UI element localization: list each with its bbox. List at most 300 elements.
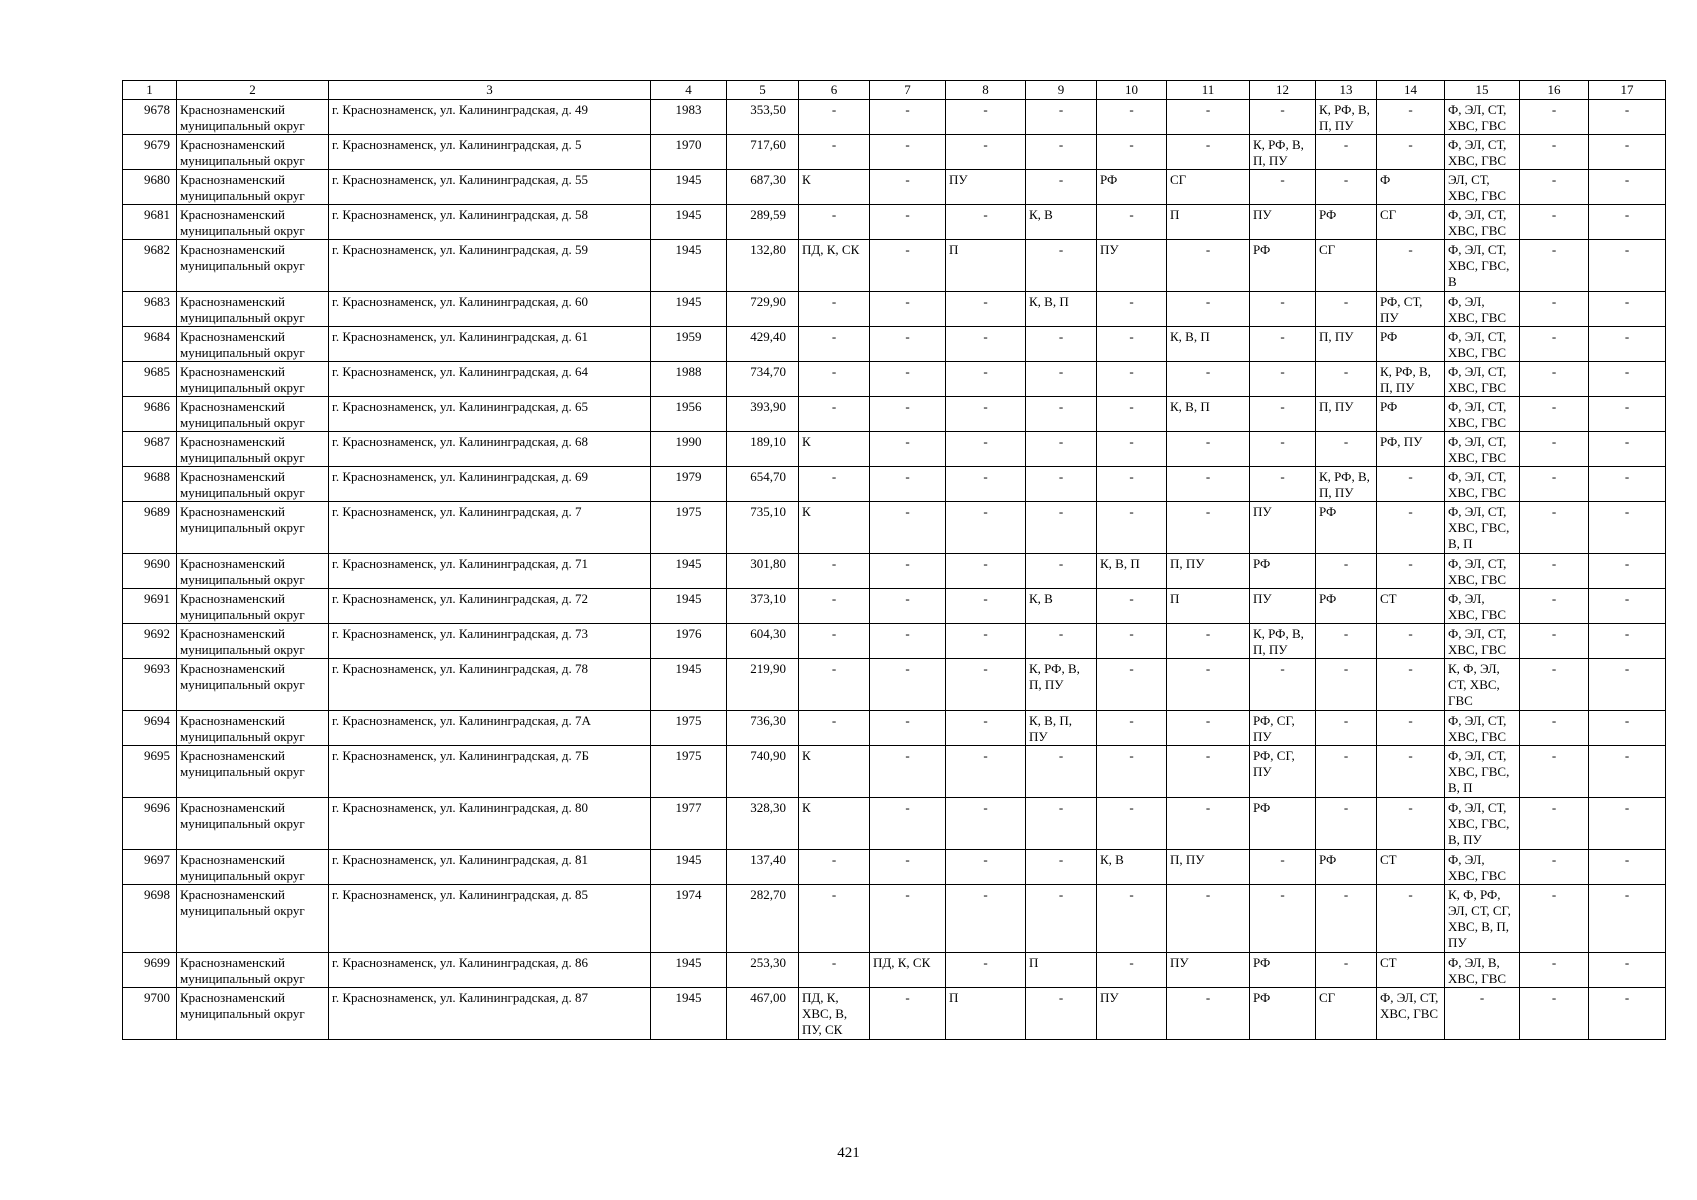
table-cell: К, В, П <box>1167 397 1250 432</box>
table-cell: 9682 <box>123 240 177 292</box>
table-cell: Краснознаменский муниципальный округ <box>177 170 329 205</box>
table-cell: - <box>799 135 870 170</box>
table-cell: - <box>870 589 946 624</box>
table-cell: Ф, ЭЛ, СТ, ХВС, ГВС <box>1377 988 1445 1040</box>
table-cell: Краснознаменский муниципальный округ <box>177 711 329 746</box>
table-cell: - <box>870 362 946 397</box>
table-cell: ПД, К, СК <box>870 953 946 988</box>
table-cell: - <box>1026 502 1097 554</box>
table-cell: г. Краснознаменск, ул. Калининградская, д. 81 <box>329 850 651 885</box>
table-cell: - <box>1589 432 1666 467</box>
table-cell: - <box>1026 100 1097 135</box>
table-cell: 735,10 <box>727 502 799 554</box>
table-cell: Краснознаменский муниципальный округ <box>177 746 329 798</box>
table-cell: К, В <box>1097 850 1167 885</box>
table-cell: - <box>1520 988 1589 1040</box>
table-cell: - <box>1167 711 1250 746</box>
table-cell: - <box>1250 659 1316 711</box>
table-cell: РФ <box>1316 205 1377 240</box>
table-cell: г. Краснознаменск, ул. Калининградская, д. 61 <box>329 327 651 362</box>
table-cell: 189,10 <box>727 432 799 467</box>
table-cell: - <box>946 798 1026 850</box>
table-cell: - <box>1026 467 1097 502</box>
table-row <box>123 467 1666 502</box>
table-cell: 467,00 <box>727 988 799 1040</box>
table-cell: - <box>1316 746 1377 798</box>
table-cell: 654,70 <box>727 467 799 502</box>
table-cell: - <box>1520 135 1589 170</box>
table-cell: 9691 <box>123 589 177 624</box>
table-cell: - <box>1167 362 1250 397</box>
table-cell: 9697 <box>123 850 177 885</box>
table-cell: - <box>1097 432 1167 467</box>
table-cell: СГ <box>1167 170 1250 205</box>
table-cell: г. Краснознаменск, ул. Калининградская, д. 60 <box>329 292 651 327</box>
table-cell: 1976 <box>651 624 727 659</box>
table-cell: - <box>1520 100 1589 135</box>
table-cell: - <box>1589 327 1666 362</box>
table-cell: - <box>1520 170 1589 205</box>
table-cell: - <box>1026 554 1097 589</box>
table-cell: - <box>799 624 870 659</box>
table-cell: 9690 <box>123 554 177 589</box>
table-cell: - <box>1316 953 1377 988</box>
table-cell: - <box>1377 554 1445 589</box>
table-cell: - <box>1026 988 1097 1040</box>
table-cell: - <box>1589 135 1666 170</box>
table-cell: - <box>946 467 1026 502</box>
table-cell: - <box>1520 624 1589 659</box>
table-cell: Ф, ЭЛ, СТ, ХВС, ГВС, В, П <box>1445 746 1520 798</box>
table-cell: 9694 <box>123 711 177 746</box>
table-cell: 1988 <box>651 362 727 397</box>
column-number-cell: 16 <box>1520 81 1589 100</box>
table-cell: - <box>1026 885 1097 953</box>
table-cell: - <box>1026 432 1097 467</box>
table-cell: К, РФ, В, П, ПУ <box>1316 100 1377 135</box>
table-cell: 9678 <box>123 100 177 135</box>
table-cell: ПУ <box>1097 240 1167 292</box>
table-cell: - <box>1520 885 1589 953</box>
table-cell: - <box>870 100 946 135</box>
table-cell: г. Краснознаменск, ул. Калининградская, д. 65 <box>329 397 651 432</box>
column-number-cell: 17 <box>1589 81 1666 100</box>
table-cell: - <box>1589 988 1666 1040</box>
table-cell: - <box>870 135 946 170</box>
table-cell: - <box>799 467 870 502</box>
table-cell: - <box>1250 100 1316 135</box>
table-cell: 9687 <box>123 432 177 467</box>
table-cell: - <box>870 502 946 554</box>
table-cell: ПУ <box>1250 589 1316 624</box>
table-row <box>123 711 1666 746</box>
table-cell: - <box>1167 502 1250 554</box>
table-row <box>123 170 1666 205</box>
table-cell: - <box>1026 397 1097 432</box>
table-cell: - <box>1520 850 1589 885</box>
table-cell: 373,10 <box>727 589 799 624</box>
table-cell: К <box>799 502 870 554</box>
table-cell: - <box>1589 711 1666 746</box>
table-cell: - <box>946 432 1026 467</box>
table-cell: 301,80 <box>727 554 799 589</box>
table-cell: 1956 <box>651 397 727 432</box>
table-cell: 1945 <box>651 953 727 988</box>
table-cell: - <box>799 711 870 746</box>
table-cell: СГ <box>1316 988 1377 1040</box>
table-cell: 137,40 <box>727 850 799 885</box>
table-cell: Краснознаменский муниципальный округ <box>177 362 329 397</box>
table-cell: - <box>1589 362 1666 397</box>
table-cell: - <box>1097 467 1167 502</box>
table-cell: - <box>1026 798 1097 850</box>
table-cell: г. Краснознаменск, ул. Калининградская, д. 85 <box>329 885 651 953</box>
table-cell: - <box>870 240 946 292</box>
column-number-cell: 7 <box>870 81 946 100</box>
table-cell: К, В, П, ПУ <box>1026 711 1097 746</box>
table-cell: - <box>1026 850 1097 885</box>
table-cell: - <box>946 885 1026 953</box>
table-cell: К, РФ, В, П, ПУ <box>1316 467 1377 502</box>
table-cell: - <box>1520 397 1589 432</box>
table-cell: - <box>946 711 1026 746</box>
table-cell: К, РФ, В, П, ПУ <box>1250 624 1316 659</box>
table-cell: - <box>1520 746 1589 798</box>
table-cell: - <box>1589 205 1666 240</box>
table-cell: - <box>1589 953 1666 988</box>
table-cell: - <box>1520 327 1589 362</box>
table-cell: - <box>1377 746 1445 798</box>
table-cell: Ф, ЭЛ, СТ, ХВС, ГВС, В, ПУ <box>1445 798 1520 850</box>
table-cell: К, В <box>1026 589 1097 624</box>
table-cell: - <box>870 850 946 885</box>
column-number-cell: 14 <box>1377 81 1445 100</box>
table-cell: 1945 <box>651 240 727 292</box>
table-cell: - <box>799 292 870 327</box>
table-cell: г. Краснознаменск, ул. Калининградская, д. 7 <box>329 502 651 554</box>
table-cell: - <box>1026 135 1097 170</box>
table-cell: 9683 <box>123 292 177 327</box>
table-cell: ПУ <box>1097 988 1167 1040</box>
table-cell: 9699 <box>123 953 177 988</box>
table-cell: 9695 <box>123 746 177 798</box>
table-cell: - <box>1589 292 1666 327</box>
table-cell: 9684 <box>123 327 177 362</box>
column-number-cell: 12 <box>1250 81 1316 100</box>
table-cell: 9688 <box>123 467 177 502</box>
table-cell: 1945 <box>651 554 727 589</box>
table-cell: РФ, СТ, ПУ <box>1377 292 1445 327</box>
table-cell: - <box>1167 624 1250 659</box>
table-cell: Краснознаменский муниципальный округ <box>177 798 329 850</box>
table-cell: - <box>1377 798 1445 850</box>
table-cell: 1945 <box>651 988 727 1040</box>
table-cell: - <box>946 554 1026 589</box>
table-cell: - <box>1097 327 1167 362</box>
table-cell: г. Краснознаменск, ул. Калининградская, д. 55 <box>329 170 651 205</box>
table-cell: 9700 <box>123 988 177 1040</box>
table-cell: - <box>1520 589 1589 624</box>
table-cell: - <box>1377 885 1445 953</box>
table-cell: - <box>1589 100 1666 135</box>
table-cell: Ф, ЭЛ, СТ, ХВС, ГВС <box>1445 432 1520 467</box>
table-cell: - <box>1250 432 1316 467</box>
table-cell: - <box>1316 624 1377 659</box>
table-cell: - <box>1520 240 1589 292</box>
table-cell: - <box>1520 659 1589 711</box>
table-row <box>123 988 1666 1040</box>
table-cell: г. Краснознаменск, ул. Калининградская, д. 64 <box>329 362 651 397</box>
column-number-cell: 4 <box>651 81 727 100</box>
table-cell: - <box>1316 292 1377 327</box>
table-cell: - <box>1097 953 1167 988</box>
table-cell: - <box>1377 100 1445 135</box>
table-cell: 1975 <box>651 502 727 554</box>
table-cell: - <box>799 554 870 589</box>
table-cell: - <box>799 850 870 885</box>
table-cell: 9692 <box>123 624 177 659</box>
table-cell: - <box>946 362 1026 397</box>
table-cell: - <box>946 746 1026 798</box>
table-cell: - <box>870 624 946 659</box>
table-cell: - <box>946 953 1026 988</box>
table-cell: РФ <box>1316 850 1377 885</box>
table-cell: - <box>870 554 946 589</box>
table-cell: г. Краснознаменск, ул. Калининградская, д. 49 <box>329 100 651 135</box>
table-cell: - <box>1316 659 1377 711</box>
table-cell: ПУ <box>1250 205 1316 240</box>
table-cell: 1945 <box>651 589 727 624</box>
table-cell: 1945 <box>651 659 727 711</box>
table-cell: - <box>1377 502 1445 554</box>
column-number-cell: 1 <box>123 81 177 100</box>
table-cell: - <box>1167 100 1250 135</box>
table-cell: 9680 <box>123 170 177 205</box>
table-cell: 9698 <box>123 885 177 953</box>
table-cell: РФ <box>1250 798 1316 850</box>
table-cell: - <box>870 467 946 502</box>
table-cell: - <box>1520 467 1589 502</box>
table-cell: РФ <box>1097 170 1167 205</box>
table-cell: - <box>1589 467 1666 502</box>
table-row <box>123 292 1666 327</box>
table-cell: Ф, ЭЛ, СТ, ХВС, ГВС <box>1445 711 1520 746</box>
table-cell: - <box>1589 850 1666 885</box>
table-cell: К, Ф, ЭЛ, СТ, ХВС, ГВС <box>1445 659 1520 711</box>
table-cell: - <box>1026 327 1097 362</box>
table-cell: Краснознаменский муниципальный округ <box>177 554 329 589</box>
table-cell: - <box>1316 711 1377 746</box>
table-cell: К, В, П <box>1097 554 1167 589</box>
table-cell: - <box>1250 292 1316 327</box>
table-cell: - <box>1589 240 1666 292</box>
table-cell: - <box>1520 205 1589 240</box>
table-row <box>123 659 1666 711</box>
table-cell: Краснознаменский муниципальный округ <box>177 397 329 432</box>
table-cell: 1975 <box>651 711 727 746</box>
table-cell: - <box>1377 135 1445 170</box>
table-cell: РФ <box>1377 397 1445 432</box>
table-cell: 687,30 <box>727 170 799 205</box>
column-number-row <box>123 81 1666 100</box>
table-cell: - <box>870 659 946 711</box>
table-cell: - <box>1316 135 1377 170</box>
table-row <box>123 554 1666 589</box>
table-cell: Ф, ЭЛ, СТ, ХВС, ГВС <box>1445 554 1520 589</box>
table-row <box>123 624 1666 659</box>
table-cell: г. Краснознаменск, ул. Калининградская, д. 69 <box>329 467 651 502</box>
table-cell: г. Краснознаменск, ул. Калининградская, д. 80 <box>329 798 651 850</box>
table-cell: К, В, П <box>1167 327 1250 362</box>
table-cell: - <box>1097 659 1167 711</box>
table-cell: - <box>1097 746 1167 798</box>
table-cell: - <box>1589 502 1666 554</box>
table-cell: - <box>946 624 1026 659</box>
table-cell: - <box>870 327 946 362</box>
table-cell: 604,30 <box>727 624 799 659</box>
housing-registry-table <box>122 80 1666 1040</box>
table-cell: - <box>1097 397 1167 432</box>
table-cell: - <box>1167 988 1250 1040</box>
table-cell: П <box>946 988 1026 1040</box>
table-cell: - <box>870 798 946 850</box>
table-cell: - <box>1589 554 1666 589</box>
table-cell: Краснознаменский муниципальный округ <box>177 327 329 362</box>
table-cell: Краснознаменский муниципальный округ <box>177 988 329 1040</box>
column-number-cell: 3 <box>329 81 651 100</box>
table-cell: - <box>1097 502 1167 554</box>
table-cell: 729,90 <box>727 292 799 327</box>
table-cell: ЭЛ, СТ, ХВС, ГВС <box>1445 170 1520 205</box>
table-cell: РФ <box>1250 953 1316 988</box>
table-row <box>123 205 1666 240</box>
table-cell: Краснознаменский муниципальный округ <box>177 432 329 467</box>
table-cell: ПД, К, СК <box>799 240 870 292</box>
table-cell: Ф, ЭЛ, СТ, ХВС, ГВС <box>1445 397 1520 432</box>
table-cell: Ф <box>1377 170 1445 205</box>
table-cell: П, ПУ <box>1316 397 1377 432</box>
table-cell: - <box>1167 240 1250 292</box>
table-cell: - <box>870 397 946 432</box>
table-cell: ПУ <box>946 170 1026 205</box>
table-cell: - <box>1167 432 1250 467</box>
table-cell: - <box>1026 170 1097 205</box>
table-cell: ПУ <box>1167 953 1250 988</box>
table-cell: - <box>946 659 1026 711</box>
table-cell: 9696 <box>123 798 177 850</box>
table-cell: П, ПУ <box>1167 850 1250 885</box>
table-cell: 9689 <box>123 502 177 554</box>
column-number-cell: 6 <box>799 81 870 100</box>
table-row <box>123 240 1666 292</box>
table-cell: - <box>1097 100 1167 135</box>
table-cell: - <box>1520 554 1589 589</box>
table-cell: К, В <box>1026 205 1097 240</box>
table-cell: - <box>870 746 946 798</box>
table-cell: - <box>1520 502 1589 554</box>
table-cell: - <box>799 589 870 624</box>
table-row <box>123 135 1666 170</box>
table-cell: - <box>1589 589 1666 624</box>
table-cell: РФ, СГ, ПУ <box>1250 711 1316 746</box>
table-cell: - <box>799 327 870 362</box>
table-cell: г. Краснознаменск, ул. Калининградская, д. 86 <box>329 953 651 988</box>
table-cell: 1974 <box>651 885 727 953</box>
table-cell: Ф, ЭЛ, ХВС, ГВС <box>1445 850 1520 885</box>
table-cell: К <box>799 432 870 467</box>
table-cell: - <box>1097 362 1167 397</box>
table-cell: - <box>870 170 946 205</box>
table-row <box>123 746 1666 798</box>
table-cell: - <box>799 362 870 397</box>
table-cell: Краснознаменский муниципальный округ <box>177 240 329 292</box>
table-row <box>123 850 1666 885</box>
table-cell: - <box>1589 397 1666 432</box>
table-cell: г. Краснознаменск, ул. Калининградская, д. 71 <box>329 554 651 589</box>
table-cell: СГ <box>1316 240 1377 292</box>
table-cell: - <box>1167 746 1250 798</box>
table-cell: - <box>946 589 1026 624</box>
table-cell: ПД, К, ХВС, В, ПУ, СК <box>799 988 870 1040</box>
table-cell: - <box>1520 798 1589 850</box>
table-cell: К, РФ, В, П, ПУ <box>1377 362 1445 397</box>
column-number-cell: 9 <box>1026 81 1097 100</box>
table-cell: РФ, ПУ <box>1377 432 1445 467</box>
table-cell: Ф, ЭЛ, СТ, ХВС, ГВС, В, П <box>1445 502 1520 554</box>
table-cell: - <box>946 205 1026 240</box>
table-cell: - <box>1097 885 1167 953</box>
table-cell: - <box>1026 746 1097 798</box>
table-cell: - <box>946 292 1026 327</box>
table-cell: - <box>799 397 870 432</box>
table-cell: - <box>1167 885 1250 953</box>
table-cell: Ф, ЭЛ, СТ, ХВС, ГВС <box>1445 100 1520 135</box>
table-cell: Краснознаменский муниципальный округ <box>177 135 329 170</box>
table-cell: К, РФ, В, П, ПУ <box>1026 659 1097 711</box>
table-cell: 1990 <box>651 432 727 467</box>
table-cell: Ф, ЭЛ, ХВС, ГВС <box>1445 589 1520 624</box>
table-cell: Краснознаменский муниципальный округ <box>177 953 329 988</box>
table-cell: К, Ф, РФ, ЭЛ, СТ, СГ, ХВС, В, П, ПУ <box>1445 885 1520 953</box>
table-cell: Краснознаменский муниципальный округ <box>177 100 329 135</box>
table-cell: - <box>870 432 946 467</box>
table-cell: 9686 <box>123 397 177 432</box>
table-cell: 1979 <box>651 467 727 502</box>
table-cell: - <box>870 292 946 327</box>
table-cell: 9685 <box>123 362 177 397</box>
table-cell: - <box>1316 362 1377 397</box>
table-cell: П <box>1167 589 1250 624</box>
table-cell: г. Краснознаменск, ул. Калининградская, д. 5 <box>329 135 651 170</box>
table-cell: 9681 <box>123 205 177 240</box>
table-cell: - <box>1097 292 1167 327</box>
table-cell: 734,70 <box>727 362 799 397</box>
table-cell: - <box>1167 292 1250 327</box>
table-cell: - <box>1250 885 1316 953</box>
table-cell: Ф, ЭЛ, СТ, ХВС, ГВС <box>1445 327 1520 362</box>
table-cell: - <box>870 885 946 953</box>
column-number-cell: 15 <box>1445 81 1520 100</box>
table-row <box>123 885 1666 953</box>
table-cell: 289,59 <box>727 205 799 240</box>
table-cell: Краснознаменский муниципальный округ <box>177 624 329 659</box>
table-cell: - <box>799 885 870 953</box>
table-cell: РФ, СГ, ПУ <box>1250 746 1316 798</box>
table-cell: - <box>1589 624 1666 659</box>
table-cell: - <box>1589 885 1666 953</box>
table-cell: - <box>1250 850 1316 885</box>
table-row <box>123 100 1666 135</box>
